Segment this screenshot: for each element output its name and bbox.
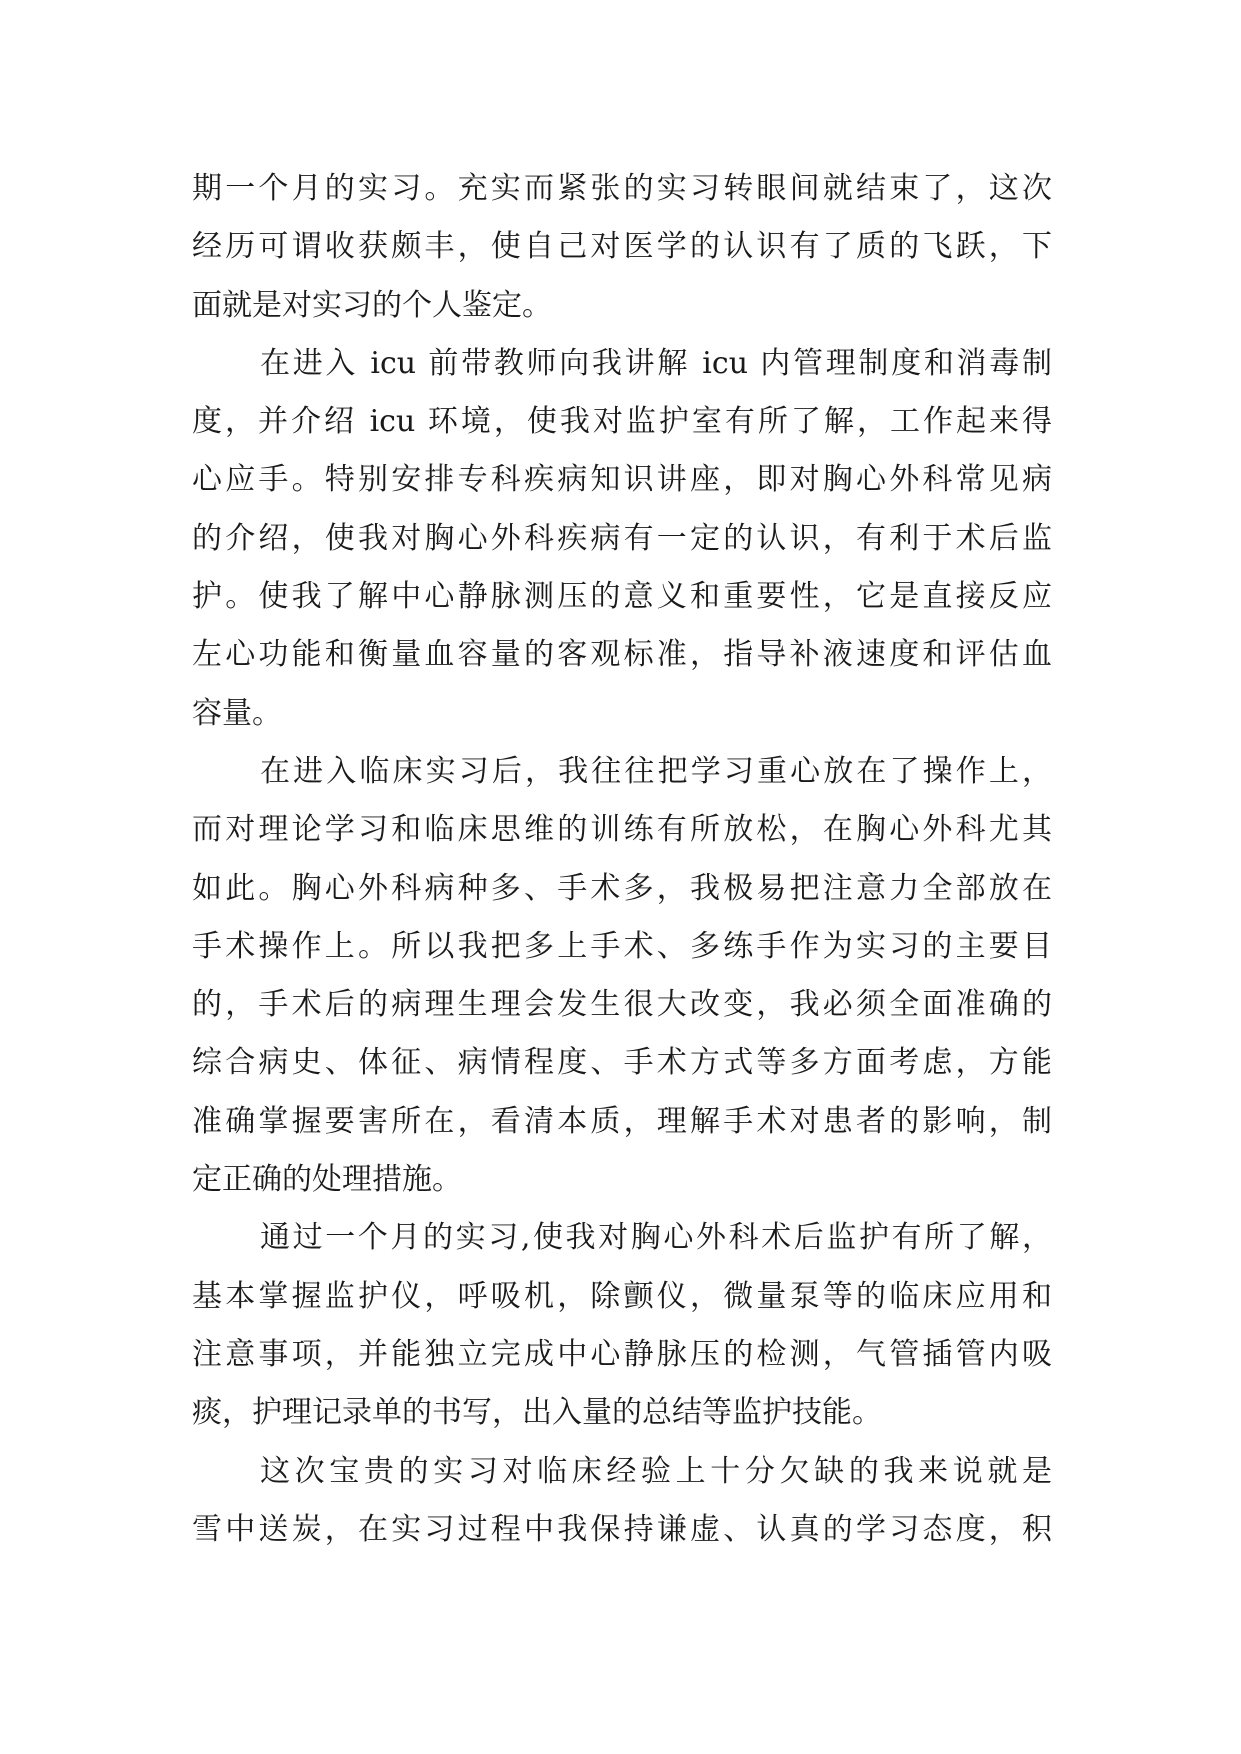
paragraph-line: 这次宝贵的实习对临床经验上十分欠缺的我来说就是 [260,1453,1052,1489]
paragraph-line: 面就是对实习的个人鉴定。 [192,287,552,323]
paragraph-line: 的介绍，使我对胸心外科疾病有一定的认识，有利于术后监 [192,520,1052,556]
paragraph-line: 雪中送炭，在实习过程中我保持谦虚、认真的学习态度，积 [192,1511,1052,1547]
paragraph-line: 基本掌握监护仪，呼吸机，除颤仪，微量泵等的临床应用和 [192,1278,1052,1314]
paragraph-line: 手术操作上。所以我把多上手术、多练手作为实习的主要目 [192,928,1052,964]
paragraph-line: 准确掌握要害所在，看清本质，理解手术对患者的影响，制 [192,1103,1052,1139]
paragraph-line: 度，并介绍 icu 环境，使我对监护室有所了解，工作起来得 [192,404,1052,440]
paragraph [192,1443,1052,1560]
paragraph-line: 综合病史、体征、病情程度、手术方式等多方面考虑，方能 [192,1045,1052,1081]
paragraph-line: 而对理论学习和临床思维的训练有所放松，在胸心外科尤其 [192,812,1052,848]
paragraph-line: 经历可谓收获颇丰，使自己对医学的认识有了质的飞跃，下 [192,229,1052,265]
paragraph-line: 左心功能和衡量血容量的客观标准，指导补液速度和评估血 [192,637,1052,673]
paragraph-line: 容量。 [192,695,282,731]
paragraph-line: 护。使我了解中心静脉测压的意义和重要性，它是直接反应 [192,579,1052,615]
paragraph-line: 的，手术后的病理生理会发生很大改变，我必须全面准确的 [192,987,1052,1023]
paragraph-line: 期一个月的实习。充实而紧张的实习转眼间就结束了，这次 [192,171,1052,206]
paragraph [192,335,1052,743]
paragraph-line: 在进入 icu 前带教师向我讲解 icu 内管理制度和消毒制 [260,345,1052,381]
document-body [192,160,1052,1559]
paragraph [192,160,1052,335]
paragraph-line: 在进入临床实习后，我往往把学习重心放在了操作上， [260,753,1052,789]
paragraph-line: 通过一个月的实习,使我对胸心外科术后监护有所了解， [260,1220,1052,1256]
paragraph [192,1209,1052,1442]
paragraph [192,743,1052,1209]
paragraph-line: 痰，护理记录单的书写，出入量的总结等监护技能。 [192,1395,882,1431]
paragraph-line: 如此。胸心外科病种多、手术多，我极易把注意力全部放在 [192,870,1052,906]
paragraph-line: 定正确的处理措施。 [192,1162,462,1198]
paragraph-line: 注意事项，并能独立完成中心静脉压的检测，气管插管内吸 [192,1336,1052,1372]
paragraph-line: 心应手。特别安排专科疾病知识讲座，即对胸心外科常见病 [192,462,1052,498]
